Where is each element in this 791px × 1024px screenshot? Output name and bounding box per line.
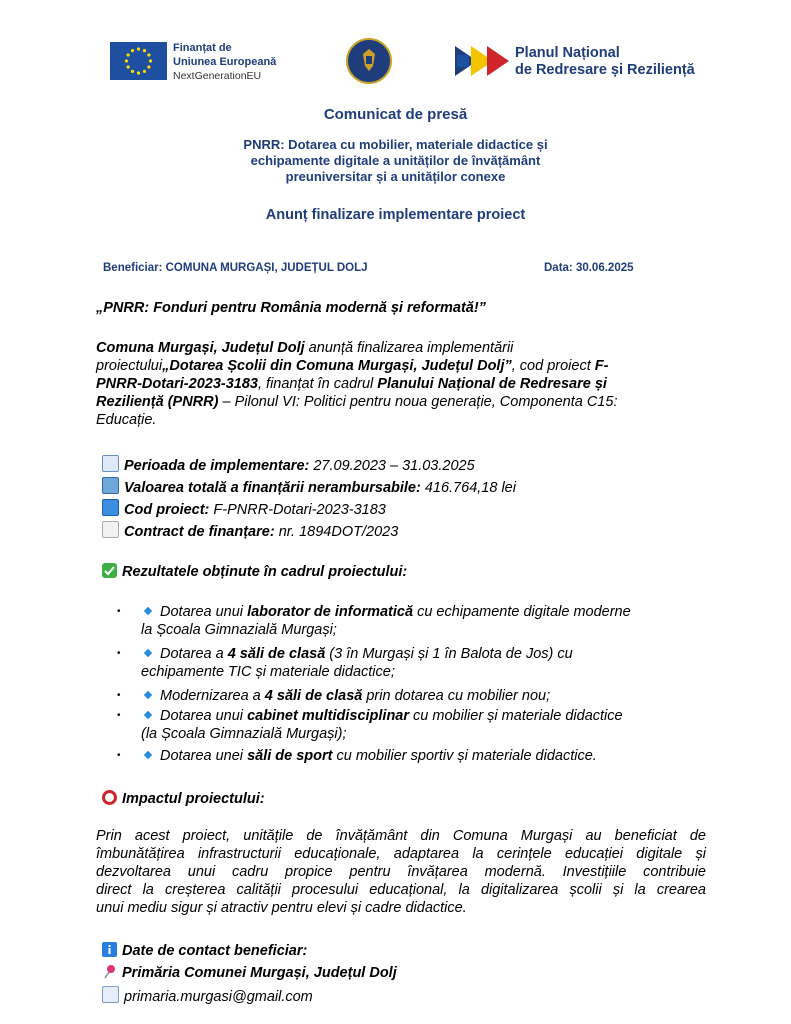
intro-line-5: Educație. (96, 412, 157, 428)
intro-line-2 (96, 357, 608, 375)
detail-label: Perioada de implementare: (124, 458, 310, 474)
check-icon (102, 563, 117, 578)
program-name: Reziliență (PNRR) (96, 394, 219, 410)
page-title: Comunicat de presă (323, 106, 468, 123)
list-item-continuation: (la Școala Gimnazială Murgași); (141, 726, 347, 742)
list-bullet: • (117, 606, 121, 617)
subtitle-line: echipamente digitale a unităților de învățământ (250, 153, 541, 168)
eu-line3: NextGenerationEU (173, 70, 262, 82)
result-highlight: laborator de informatică (247, 604, 414, 620)
result-text: prin dotarea cu mobilier nou; (362, 688, 551, 704)
list-item (141, 707, 623, 725)
pnrr-logo-text (515, 45, 695, 79)
subtitle-line: PNRR: Dotarea cu mobilier, materiale didactice și (243, 137, 548, 152)
result-text: cu mobilier sportiv și materiale didactice. (332, 748, 597, 764)
email-icon (102, 986, 119, 1003)
detail-period (102, 455, 475, 475)
calendar-icon (102, 455, 119, 472)
detail-label: Contract de finanțare: (124, 524, 275, 540)
program-name: Planului Național de Redresare și (377, 376, 607, 392)
list-bullet: • (117, 710, 121, 721)
intro-line-3 (96, 375, 607, 393)
list-item (141, 645, 573, 663)
info-icon (102, 942, 117, 957)
detail-value: 416.764,18 lei (420, 480, 516, 496)
impact-heading (102, 790, 265, 808)
pnrr-logo-icon (455, 46, 511, 76)
list-item (141, 603, 631, 621)
slogan: „PNRR: Fonduri pentru România modernă și reformată!” (96, 300, 486, 316)
contact-heading (102, 942, 307, 960)
detail-value: F-PNRR-Dotari-2023-3183 (209, 502, 386, 518)
announcement-heading: Anunț finalizare implementare proiect (265, 207, 526, 223)
result-highlight: 4 săli de clasă (264, 688, 363, 704)
pnrr-line1: Planul Național (515, 45, 620, 61)
diamond-icon (144, 691, 152, 699)
detail-value: nr. 1894DOT/2023 (274, 524, 399, 540)
impact-line: dezvoltarea unui cadru propice pentru învățarea modernă. Investițiile contribuie (96, 864, 706, 880)
detail-value-total (102, 477, 516, 497)
intro-text: , finanțat în cadrul (257, 376, 378, 392)
result-text: Modernizarea a (160, 688, 265, 704)
impact-paragraph (96, 827, 706, 917)
eu-line2: Uniunea Europeană (173, 56, 277, 68)
detail-label: Valoarea totală a finanțării nerambursabile: (124, 480, 421, 496)
result-highlight: cabinet multidisciplinar (247, 708, 410, 724)
pushpin-icon (102, 964, 117, 979)
contact-organization (102, 964, 397, 982)
intro-line-1 (96, 339, 513, 357)
eu-line1: Finanțat de (173, 42, 232, 54)
results-heading (102, 563, 407, 581)
money-icon (102, 477, 119, 494)
contact-email-text[interactable]: primaria.murgasi@gmail.com (124, 989, 313, 1005)
diamond-icon (144, 649, 152, 657)
government-seal-icon (346, 38, 392, 84)
result-text: cu echipamente digitale moderne (413, 604, 631, 620)
contact-org-text: Primăria Comunei Murgași, Județul Dolj (122, 965, 397, 981)
numbers-icon (102, 499, 119, 516)
intro-text: , cod proiect (511, 358, 595, 374)
intro-line-4 (96, 393, 617, 411)
list-bullet: • (117, 690, 121, 701)
list-item (141, 747, 597, 765)
result-text: Dotarea unui (160, 708, 248, 724)
intro-text: anunță finalizarea implementării (304, 340, 514, 356)
subtitle-line: preuniversitar și a unităților conexe (285, 169, 506, 184)
contact-heading-text: Date de contact beneficiar: (122, 943, 308, 959)
beneficiary-label: Beneficiar: COMUNA MURGAȘI, JUDEȚUL DOLJ (103, 262, 368, 274)
result-text: Dotarea unei (160, 748, 248, 764)
document-icon (102, 521, 119, 538)
impact-line: direct la creșterea calității procesului educațional, la digitalizarea școlii și la crearea (96, 882, 706, 898)
intro-text: proiectului (96, 358, 163, 374)
contact-email (102, 986, 313, 1006)
intro-beneficiary: Comuna Murgași, Județul Dolj (96, 340, 305, 356)
date-label: Data: 30.06.2025 (544, 262, 634, 274)
impact-line: unui mediu sigur și atractiv pentru elevi și cadre didactice. (96, 900, 467, 916)
detail-project-code (102, 499, 386, 519)
intro-text: – Pilonul VI: Politici pentru noua generație, Componenta C15: (218, 394, 618, 410)
impact-line: îmbunătățirea infrastructurii educaționale, adaptarea la cerințele educației digitale și (96, 846, 706, 862)
list-bullet: • (117, 750, 121, 761)
project-code-part: PNRR-Dotari-2023-3183 (96, 376, 258, 392)
detail-contract (102, 521, 398, 541)
impact-line: Prin acest proiect, unitățile de învățământ din Comuna Murgași au beneficiat de (96, 828, 706, 844)
eu-flag-icon (110, 42, 167, 80)
list-item (141, 687, 550, 705)
subtitle (0, 137, 791, 185)
results-heading-text: Rezultatele obținute în cadrul proiectului: (122, 564, 408, 580)
impact-heading-text: Impactul proiectului: (122, 791, 265, 807)
eu-logo-text (173, 41, 276, 83)
list-bullet: • (117, 648, 121, 659)
result-text: cu mobilier și materiale didactice (409, 708, 623, 724)
list-item-continuation: la Școala Gimnazială Murgași; (141, 622, 337, 638)
result-highlight: săli de sport (247, 748, 333, 764)
result-highlight: 4 săli de clasă (227, 646, 326, 662)
diamond-icon (144, 607, 152, 615)
project-name: „Dotarea Școlii din Comuna Murgași, Județul Dolj” (162, 358, 512, 374)
result-text: (3 în Murgași și 1 în Balota de Jos) cu (325, 646, 573, 662)
target-icon (102, 790, 117, 805)
pnrr-line2: de Redresare și Reziliență (515, 62, 695, 78)
list-item-continuation: echipamente TIC și materiale didactice; (141, 664, 395, 680)
diamond-icon (144, 751, 152, 759)
project-code-part: F- (594, 358, 609, 374)
detail-value: 27.09.2023 – 31.03.2025 (309, 458, 475, 474)
result-text: Dotarea a (160, 646, 228, 662)
diamond-icon (144, 711, 152, 719)
detail-label: Cod proiect: (124, 502, 210, 518)
result-text: Dotarea unui (160, 604, 248, 620)
